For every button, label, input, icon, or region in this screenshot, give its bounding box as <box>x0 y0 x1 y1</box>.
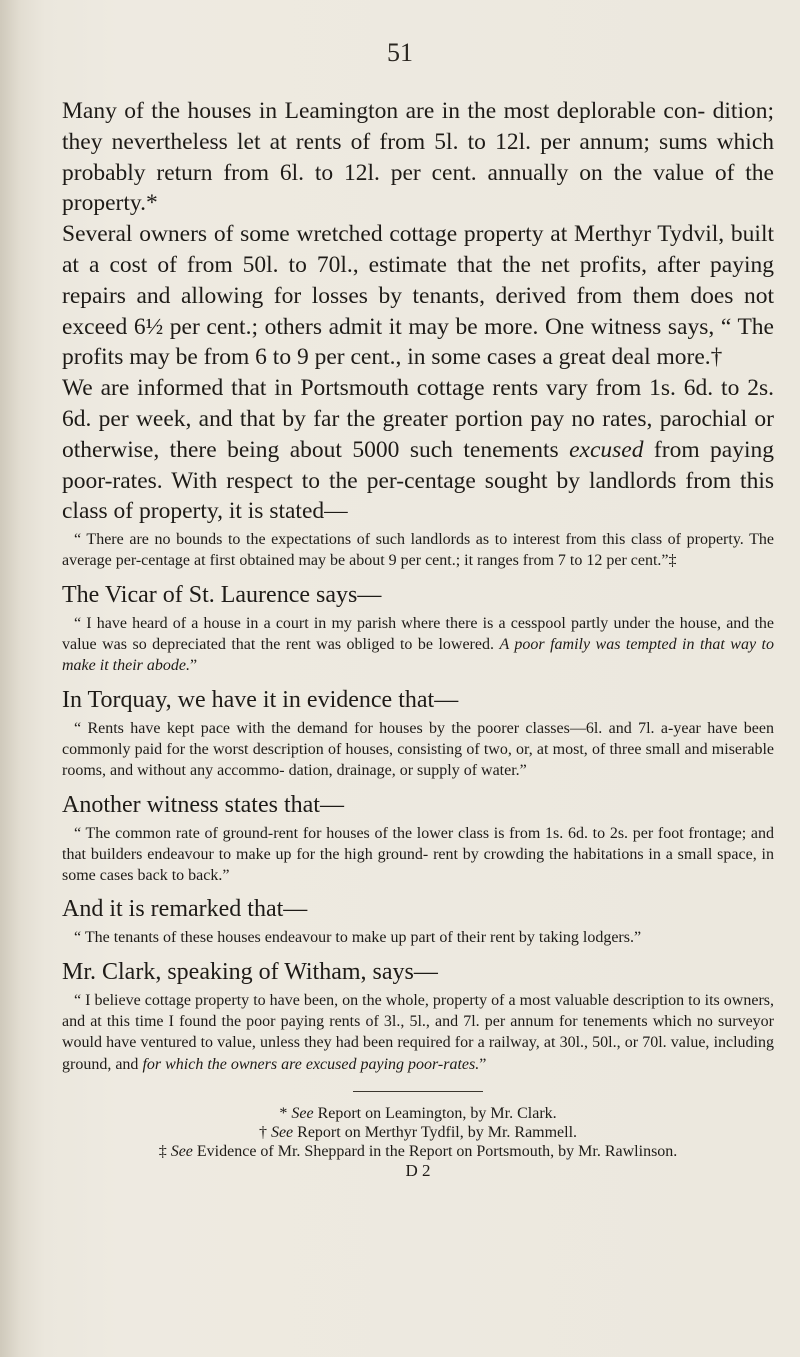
heading-mr-clark: Mr. Clark, speaking of Witham, says— <box>62 958 438 985</box>
emphasis: See <box>291 1104 314 1122</box>
text-run: from paying poor-rates. With respect to the per-centage sought by landlords from this class of property, it is stated— <box>62 436 774 525</box>
footnote-mark: ‡ <box>158 1142 171 1160</box>
paragraph-leamington: Many of the houses in Leamington are in the most deplorable con- dition; they nevertheless let at rents of from 5l. to 12l. per annum; sums which probably return from 6l. to 12l. per cent. annually on the value of the property.* <box>62 98 774 217</box>
emphasis: excused <box>569 436 644 463</box>
quote-vicar <box>62 613 774 677</box>
quote-witham <box>62 990 774 1075</box>
quote-ground-rent: “ The common rate of ground-rent for houses of the lower class is from 1s. 6d. to 2s. per foot frontage; and that builders endeavour to make up for the high ground- rent by crowding the habitations in a small space, in some cases back to back.” <box>62 824 774 885</box>
text-run: We are informed that in Portsmouth cottage rents vary from 1s. 6d. to 2s. 6d. per week, and that by far the greater portion pay no rates, parochial or otherwise, there being about 5000 such tenements <box>62 375 774 463</box>
footnote-1 <box>62 1104 774 1123</box>
quote-portsmouth: “ There are no bounds to the expectations of such landlords as to interest from this class of property. The average per-centage at first obtained may be about 9 per cent.; it ranges from 7 to 12 per cent.”‡ <box>62 531 774 570</box>
page-body <box>62 96 774 1181</box>
signature-mark: D 2 <box>405 1160 431 1180</box>
footnote-text: Report on Merthyr Tydfil, by Mr. Rammell. <box>293 1123 578 1141</box>
text-run: ” <box>189 657 198 675</box>
footnote-divider <box>353 1091 483 1092</box>
emphasis: A poor family was tempted in that way to make it their abode. <box>62 636 774 675</box>
footnote-text: Report on Leamington, by Mr. Clark. <box>313 1104 557 1122</box>
heading-vicar: The Vicar of St. Laurence says— <box>62 581 382 608</box>
footnote-mark: * <box>279 1104 292 1122</box>
footnote-3 <box>62 1142 774 1161</box>
quote-torquay: “ Rents have kept pace with the demand for houses by the poorer classes—6l. and 7l. a-year have been commonly paid for the worst description of houses, consisting of two, or, at most, of three small and miserable rooms, and without any accommo- dation, drainage, or supply of water.” <box>62 719 774 780</box>
footnote-mark: † <box>258 1123 271 1141</box>
heading-torquay: In Torquay, we have it in evidence that— <box>62 686 459 713</box>
page-number: 51 <box>387 38 413 67</box>
emphasis: See <box>170 1142 193 1160</box>
text-run: ” <box>479 1055 487 1073</box>
emphasis: for which the owners are excused paying poor-rates. <box>142 1055 480 1073</box>
heading-another-witness: Another witness states that— <box>62 791 344 818</box>
paragraph-merthyr: Several owners of some wretched cottage property at Merthyr Tydvil, built at a cost of from 50l. to 70l., estimate that the net profits, after paying repairs and allowing for losses by tenants, derived from them does not exceed 6½ per cent.; others admit it may be more. One witness says, “ The profits may be from 6 to 9 per cent., in some cases a great deal more.† <box>62 221 774 371</box>
footnote-2 <box>62 1123 774 1142</box>
text-run: “ I have heard of a house in a court in my parish where there is a cesspool partly under the house, and the value was so depreciated that the rent was obliged to be lowered. <box>62 614 774 654</box>
quote-lodgers: “ The tenants of these houses endeavour to make up part of their rent by taking lodgers.” <box>74 929 642 947</box>
emphasis: See <box>270 1123 294 1141</box>
heading-remarked: And it is remarked that— <box>62 896 308 923</box>
text-run: “ I believe cottage property to have been, on the whole, property of a most valuable description to its owners, and at this time I found the poor paying rents of 3l., 5l., and 7l. per annum for tenements which no surveyor would have ventured to value, unless they had been required for a railway, at 30l., 50l., or 70l. value, including ground, and <box>62 991 774 1073</box>
footnote-text: Evidence of Mr. Sheppard in the Report on Portsmouth, by Mr. Rawlinson. <box>192 1142 678 1160</box>
paragraph-portsmouth <box>62 373 774 527</box>
